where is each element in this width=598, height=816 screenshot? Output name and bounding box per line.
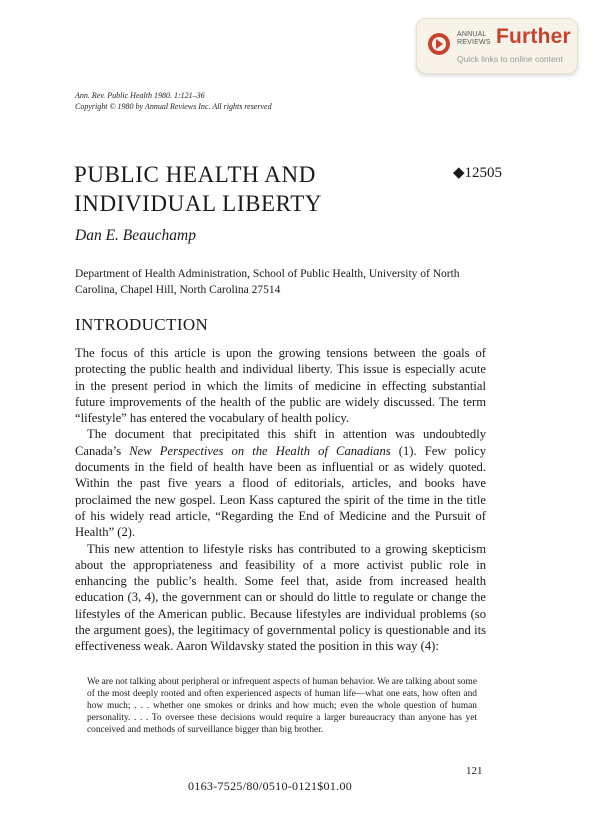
article-title-line-1: PUBLIC HEALTH AND: [74, 162, 316, 187]
paragraph-3: This new attention to lifestyle risks has contributed to a growing skepticism about the appropriateness and feasibility of a more activist public role in enhancing the public’s health. Some feel that, aside from increased health education (3, 4), the government can or should do little to regulate or change the lifestyles of the American public. Because lifestyles are individual problems (so the argument goes), the legitimacy of governmental policy is questionable and its effectiveness weak. Aaron Wildavsky stated the position in this way (4):: [75, 541, 486, 654]
article-id: ◆12505: [453, 165, 503, 181]
journal-copyright: Copyright © 1980 by Annual Reviews Inc. All rights reserved: [75, 102, 272, 111]
further-tagline: Quick links to online content: [457, 54, 563, 64]
author-name: Dan E. Beauchamp: [75, 227, 196, 244]
document-title-italic: New Perspectives on the Health of Canadians: [129, 443, 391, 458]
article-title-line-2: INDIVIDUAL LIBERTY: [74, 191, 323, 216]
annual-reviews-wordmark: ANNUAL REVIEWS: [457, 31, 491, 46]
journal-citation: Ann. Rev. Public Health 1980. 1:121–36: [75, 91, 205, 100]
journal-info: [75, 90, 272, 112]
body-text: [75, 345, 486, 655]
further-label: Further: [496, 25, 571, 48]
further-badge[interactable]: [416, 18, 578, 74]
paragraph-1: The focus of this article is upon the growing tensions between the goals of protecting the public health and individual liberty. This issue is especially acute in the present period in which the limits of medicine in effecting substantial future improvements of the health of the public are widely discussed. The term “lifestyle” has entered the vocabulary of health policy.: [75, 346, 486, 426]
page-number: 121: [466, 765, 483, 777]
footer-code: 0163-7525/80/0510-0121$01.00: [188, 779, 353, 793]
section-heading: INTRODUCTION: [75, 315, 209, 334]
paragraph-2: The document that precipitated this shift in attention was undoubtedly Canada’s New Perspectives on the Health of Canadians (1). Few policy documents in the field of health have been as influential or as widely quoted. Within the past five years a flood of editorials, articles, and books have proclaimed the new gospel. Leon Kass captured the spirit of the time in the title of his widely read article, “Regarding the End of Medicine and the Pursuit of Health” (2).: [75, 427, 486, 540]
article-title: [74, 160, 322, 218]
annual-reviews-logo-icon: [427, 32, 451, 56]
block-quote: We are not talking about peripheral or infrequent aspects of human behavior. We are talking about some of the most deeply rooted and often experienced aspects of human life—what one eats, how often and how much; . . . whether one smokes or drinks and how much; even the whole question of human personality. . . . To oversee these decisions would require a larger bureaucracy than anyone has yet conceived and methods of surveillance bigger than big brother.: [87, 677, 477, 735]
author-affiliation: Department of Health Administration, School of Public Health, University of North Carolina, Chapel Hill, North Carolina 27514: [75, 268, 460, 296]
